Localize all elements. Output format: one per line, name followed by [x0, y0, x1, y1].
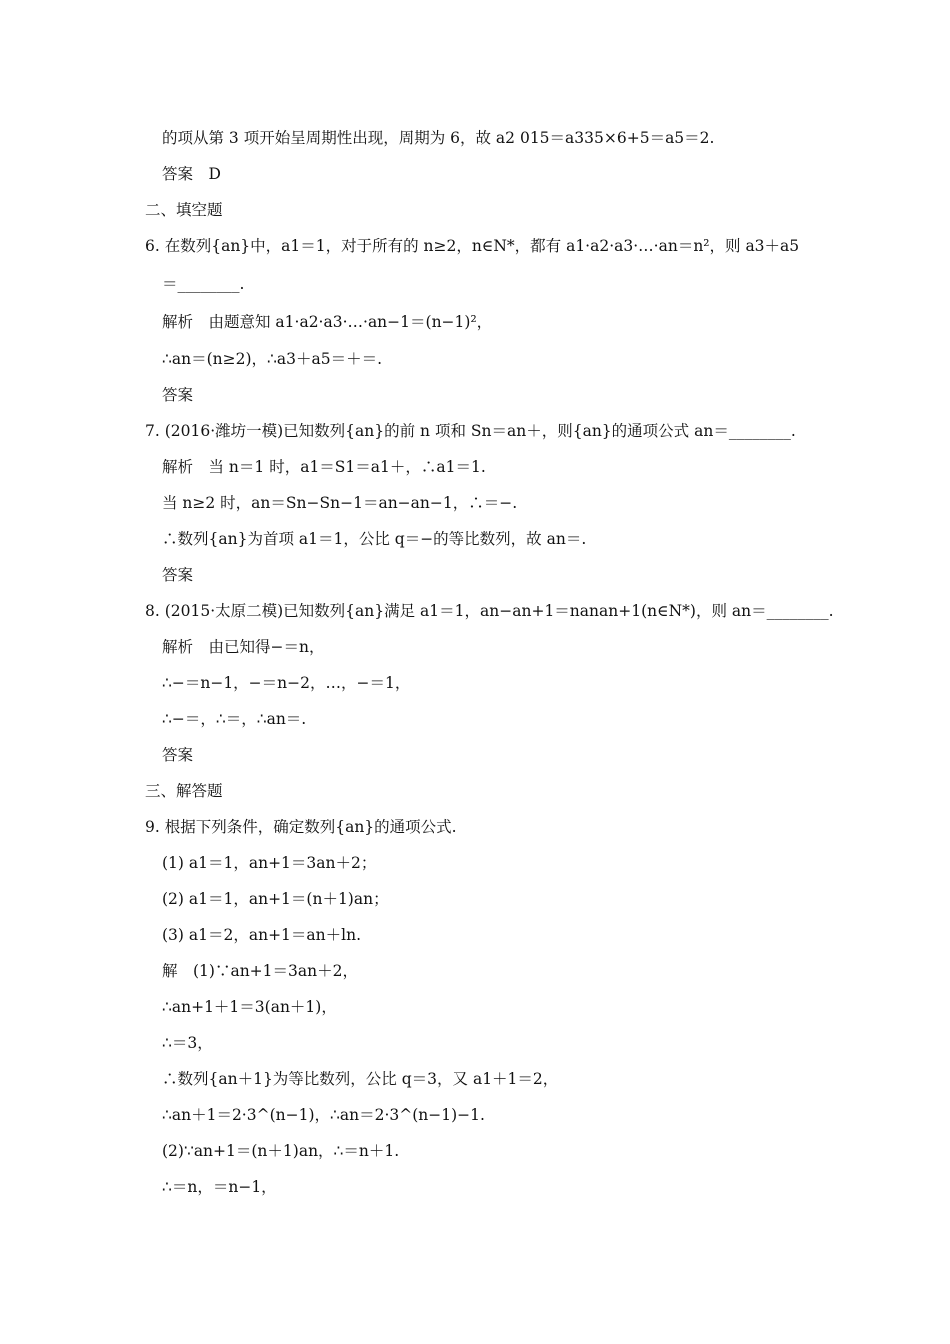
- answer-label: 答案 D: [162, 165, 221, 183]
- text-line: (2)∵an+1＝(n＋1)an，∴＝n＋1.: [162, 1142, 400, 1160]
- text-line: ∴−＝n−1，−＝n−2，…，−＝1，: [162, 674, 411, 692]
- analysis-line: 解析 由已知得−＝n，: [162, 638, 325, 656]
- text-line: ∴数列{an}为首项 a1＝1，公比 q＝−的等比数列，故 an＝.: [162, 530, 587, 548]
- text-line: 当 n≥2 时，an＝Sn−Sn−1＝an−an−1，∴＝−.: [162, 494, 518, 512]
- text-line: 的项从第 3 项开始呈周期性出现，周期为 6，故 a2 015＝a335×6+5＝a5＝2.: [162, 129, 715, 147]
- section-heading: 二、填空题: [145, 201, 223, 219]
- answer-label: 答案: [162, 746, 194, 764]
- section-heading: 三、解答题: [145, 782, 223, 800]
- analysis-line: 解析 由题意知 a1·a2·a3·…·an−1＝(n−1)²，: [162, 313, 493, 331]
- text-line: ∴an+1＋1＝3(an＋1)，: [162, 998, 337, 1016]
- text-line: ∴an＝(n≥2)，∴a3＋a5＝＋＝.: [162, 350, 383, 368]
- text-line: ∴＝3，: [162, 1034, 213, 1052]
- answer-label: 答案: [162, 566, 194, 584]
- text-line: ∴−＝，∴＝，∴an＝.: [162, 710, 307, 728]
- question-7: 7. (2016·潍坊一模)已知数列{an}的前 n 项和 Sn＝an＋，则{an}的通项公式 an＝________.: [145, 422, 796, 440]
- question-6: 6. 在数列{an}中，a1＝1，对于所有的 n≥2，n∈N*，都有 a1·a2·a3·…·an＝n²，则 a3＋a5: [145, 237, 800, 255]
- text-line: (3) a1＝2，an+1＝an＋ln.: [162, 926, 362, 944]
- answer-label: 答案: [162, 386, 194, 404]
- question-8: 8. (2015·太原二模)已知数列{an}满足 a1＝1，an−an+1＝nanan+1(n∈N*)，则 an＝________.: [145, 602, 834, 620]
- text-line: ∴an＋1＝2·3^(n−1)，∴an＝2·3^(n−1)−1.: [162, 1106, 485, 1124]
- text-line: ∴＝n，＝n−1，: [162, 1178, 277, 1196]
- text-line: ＝________.: [162, 275, 245, 293]
- question-9: 9. 根据下列条件，确定数列{an}的通项公式.: [145, 818, 457, 836]
- solution-line: 解 (1)∵an+1＝3an＋2，: [162, 962, 358, 980]
- text-line: (1) a1＝1，an+1＝3an＋2；: [162, 854, 377, 872]
- text-line: ∴数列{an＋1}为等比数列，公比 q＝3，又 a1＋1＝2，: [162, 1070, 559, 1088]
- analysis-line: 解析 当 n＝1 时，a1＝S1＝a1＋，∴a1＝1.: [162, 458, 486, 476]
- text-line: (2) a1＝1，an+1＝(n＋1)an；: [162, 890, 389, 908]
